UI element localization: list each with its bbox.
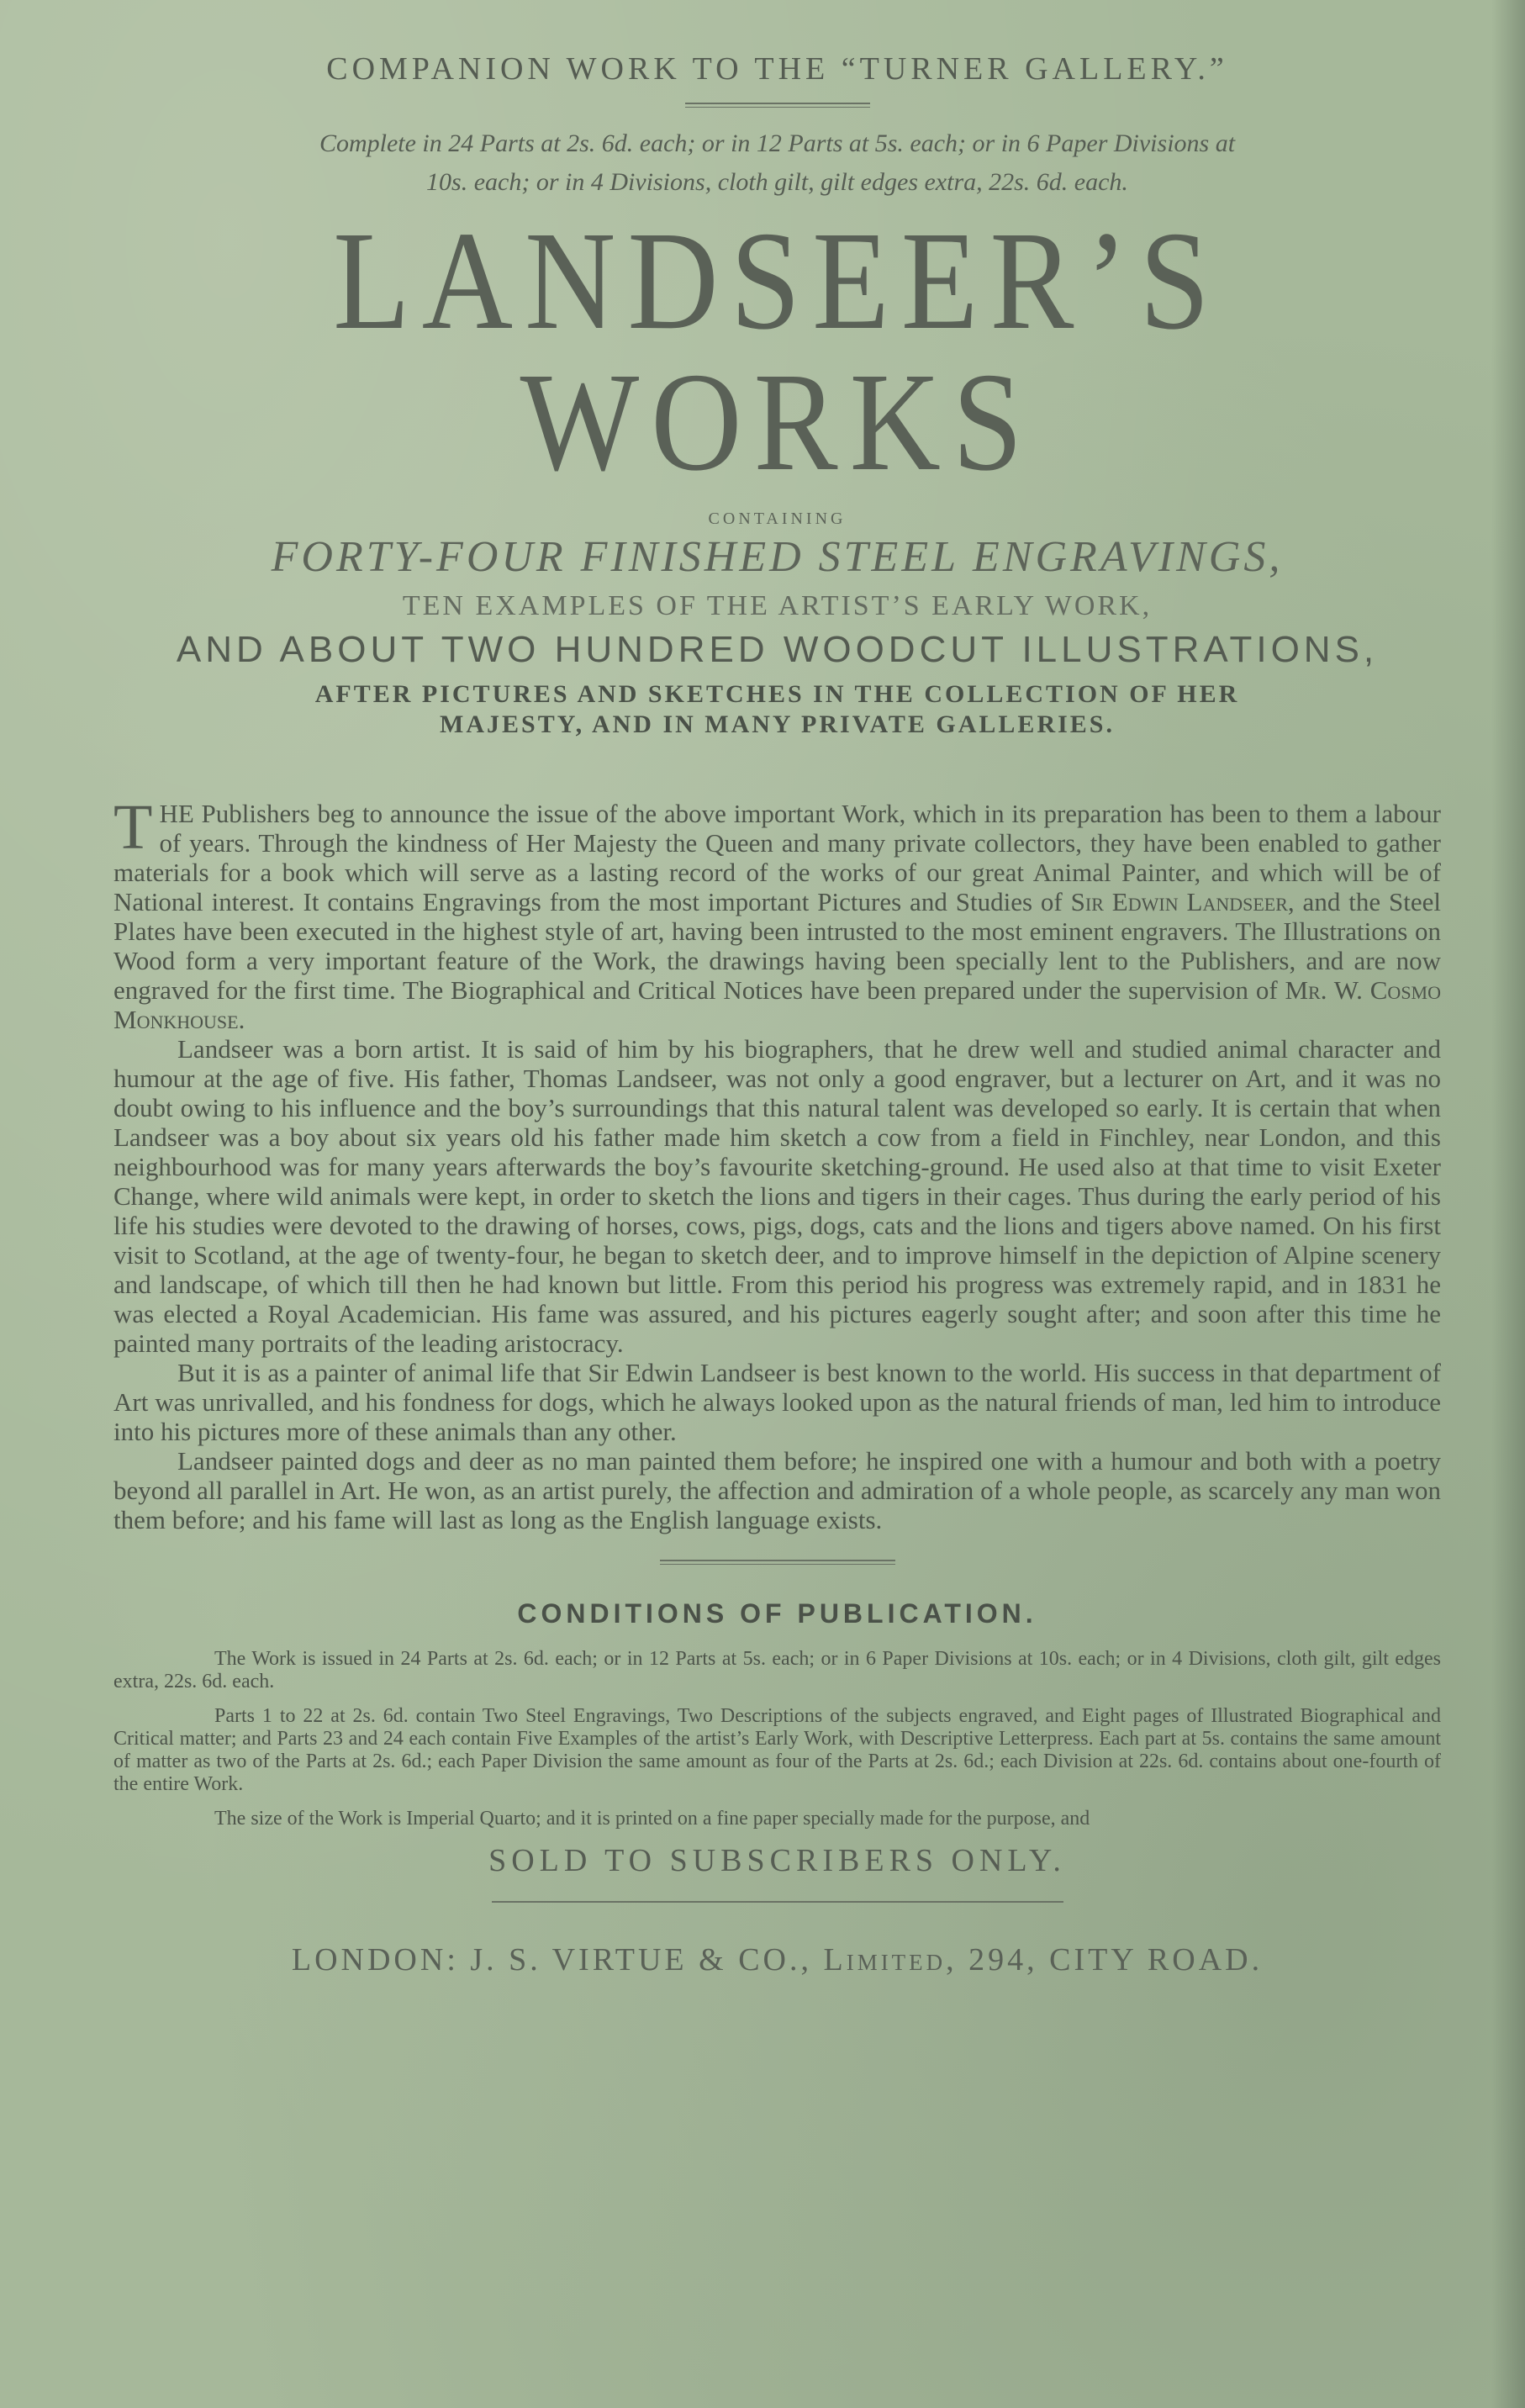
- collection-line: [113, 679, 1441, 740]
- announcement-body: [113, 792, 1441, 1534]
- artist-name: Sir Edwin Landseer: [1070, 887, 1288, 916]
- companion-heading: COMPANION WORK TO THE “TURNER GALLERY.”: [326, 51, 1228, 87]
- section-rule: [660, 1560, 895, 1565]
- paragraph-1-mid: , and the Steel Plates have been executed in the highest style of art, having been intrusted to the most eminent engravers. The Illustrations on Wood form a very important feature of the Work, the drawings having been specially lent to the Publishers, and are now engraved for the first time. The Biographical and Critical Notices have been prepared under the supervision of: [113, 887, 1441, 1005]
- imprint-limited: Limited: [823, 1942, 947, 1978]
- paragraph-1: [113, 792, 1441, 1034]
- imprint-left: LONDON: J. S. VIRTUE & CO.,: [291, 1942, 824, 1978]
- paragraph-4: Landseer painted dogs and deer as no man painted them before; he inspired one with a humour and both with a poetry beyond all parallel in Art. He won, as an artist purely, the affection and admiration of a whole people, as scarcely any man won them before; and his fame will last as long as the English language exists.: [113, 1446, 1441, 1534]
- engravings-line: FORTY-FOUR FINISHED STEEL ENGRAVINGS,: [271, 533, 1284, 581]
- condition-1: The Work is issued in 24 Parts at 2s. 6d. each; or in 12 Parts at 5s. each; or in 6 Paper Divisions at 10s. each; or in 4 Divisions, cloth gilt, gilt edges extra, 22s. 6d. each.: [113, 1648, 1441, 1692]
- conditions-body: [113, 1648, 1441, 1830]
- condition-3: The size of the Work is Imperial Quarto; and it is printed on a fine paper specially made for the purpose, and: [214, 1808, 1090, 1830]
- page-edge-shadow: [1491, 0, 1525, 2408]
- imprint-right: , 294, CITY ROAD.: [946, 1942, 1264, 1978]
- paragraph-1-end: .: [238, 1005, 245, 1034]
- top-rule: [685, 103, 870, 108]
- woodcut-line: AND ABOUT TWO HUNDRED WOODCUT ILLUSTRATIONS,: [176, 629, 1379, 670]
- terms-line-1: Complete in 24 Parts at 2s. 6d. each; or in 12 Parts at 5s. each; or in 6 Paper Divisions at: [319, 129, 1236, 157]
- publication-terms: [113, 124, 1441, 202]
- early-work-line: TEN EXAMPLES OF THE ARTIST’S EARLY WORK,: [402, 590, 1153, 621]
- collection-line-2: MAJESTY, AND IN MANY PRIVATE GALLERIES.: [440, 710, 1115, 738]
- terms-line-2: 10s. each; or in 4 Divisions, cloth gilt, gilt edges extra, 22s. 6d. each.: [426, 168, 1128, 196]
- collection-line-1: AFTER PICTURES AND SKETCHES IN THE COLLECTION OF HER: [314, 680, 1240, 708]
- paragraph-2: Landseer was a born artist. It is said of him by his biographers, that he drew well and studied animal character and humour at the age of five. His father, Thomas Landseer, was not only a good engraver, but a lecturer on Art, and it was no doubt owing to his influence and the boy’s surroundings that this natural talent was developed so early. It is certain that when Landseer was a boy about six years old his father made him sketch a cow from a field in Finchley, near London, and this neighbourhood was for many years afterwards the boy’s favourite sketching-ground. He used also at that time to visit Exeter Change, where wild animals were kept, in order to sketch the lions and tigers in their cages. Thus during the early period of his life his studies were devoted to the drawing of horses, cows, pigs, dogs, cats and the lions and tigers above named. On his first visit to Scotland, at the age of twenty-four, he began to sketch deer, and to improve himself in the depiction of Alpine scenery and landscape, of which till then he had known but little. From this period his progress was extremely rapid, and in 1831 he was elected a Royal Academician. His fame was assured, and his pictures eagerly sought after; and soon after this time he painted many portraits of the leading aristocracy.: [113, 1034, 1441, 1358]
- subscribers-notice: SOLD TO SUBSCRIBERS ONLY.: [488, 1843, 1066, 1878]
- drop-cap: T: [113, 792, 153, 863]
- bottom-rule: [492, 1901, 1063, 1903]
- containing-label: CONTAINING: [708, 510, 847, 528]
- main-title: LANDSEER’S WORKS: [333, 203, 1222, 500]
- condition-2: Parts 1 to 22 at 2s. 6d. contain Two Steel Engravings, Two Descriptions of the subjects engraved, and Eight pages of Illustrated Biographical and Critical matter; and Parts 23 and 24 each contain Five Examples of the artist’s Early Work, with Descriptive Letterpress. Each part at 5s. contains the same amount of matter as two of the Parts at 2s. 6d.; each Paper Division the same amount as four of the Parts at 2s. 6d.; each Division at 22s. 6d. contains about one-fourth of the entire Work.: [113, 1705, 1441, 1795]
- publisher-imprint: [113, 1941, 1441, 1978]
- conditions-heading: CONDITIONS OF PUBLICATION.: [517, 1598, 1037, 1629]
- editor-name: Mr. W. Cosmo Monkhouse: [113, 975, 1441, 1034]
- paragraph-3: But it is as a painter of animal life that Sir Edwin Landseer is best known to the world. His success in that department of Art was unrivalled, and his fondness for dogs, which he always looked upon as the natural friends of man, led him to introduce into his pictures more of these animals than any other.: [113, 1358, 1441, 1446]
- paragraph-1-start: HE Publishers beg to announce the issue of the above important Work, which in its preparation has been to them a labour of years. Through the kindness of Her Majesty the Queen and many private collectors, they have been enabled to gather materials for a book which will serve as a lasting record of the works of our great Animal Painter, and which will be of National interest. It contains Engravings from the most important Pictures and Studies of: [113, 799, 1441, 916]
